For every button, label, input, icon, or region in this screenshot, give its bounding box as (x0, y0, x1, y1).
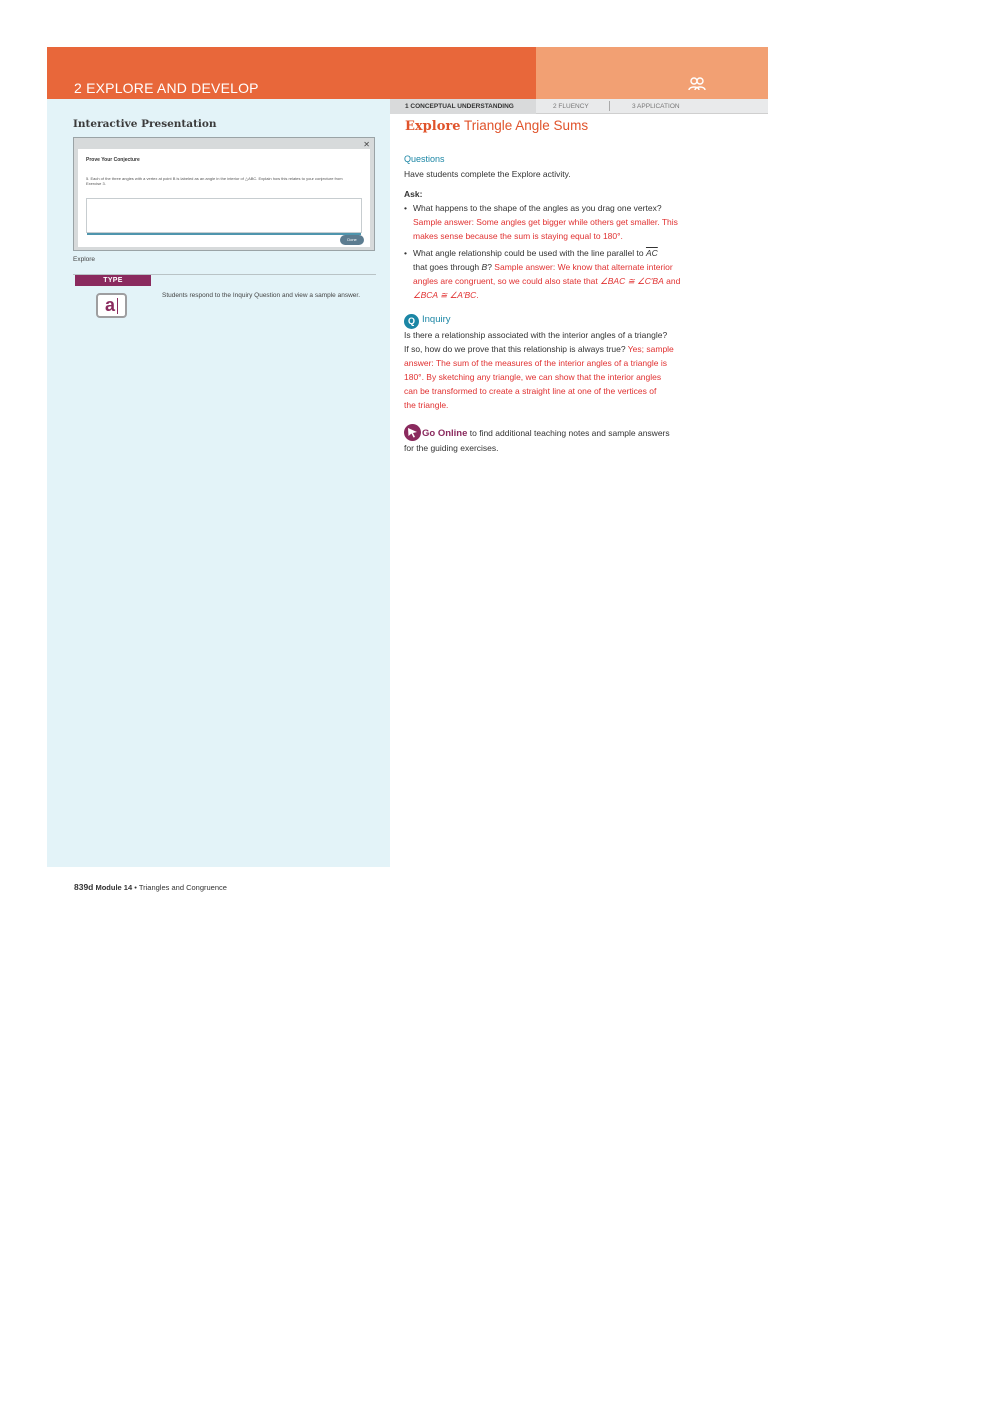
answer-2-end: . (476, 290, 479, 300)
tab-separator (609, 101, 610, 111)
type-label: TYPE (75, 275, 151, 286)
go-online-link[interactable]: Go Online (422, 428, 468, 439)
tab-fluency: 2 FLUENCY (553, 103, 589, 110)
tab-conceptual-understanding: 1 CONCEPTUAL UNDERSTANDING (405, 103, 514, 110)
screenshot-heading: Prove Your Conjecture (86, 157, 140, 163)
screenshot-done-button: Done (340, 235, 364, 245)
type-answer-icon (96, 293, 127, 318)
questions-text: Have students complete the Explore activity. (404, 169, 571, 179)
inquiry-answer-line2: Yes; sample (627, 344, 674, 354)
segment-ac: $\overline{AC}$ (645, 248, 658, 258)
question-1 (404, 201, 704, 243)
section-title: 2 EXPLORE AND DEVELOP (74, 80, 259, 96)
ask-label: Ask: (404, 189, 423, 199)
bullet-dot: • (404, 248, 407, 258)
inquiry-answer-line6: the triangle. (404, 400, 449, 410)
page-number: 839d (74, 882, 94, 892)
go-online-line1: to find additional teaching notes and sample answers (467, 428, 670, 438)
question-2-line2a: that goes through (413, 262, 482, 272)
answer-2-and: and (663, 276, 681, 286)
inquiry-question-line2: If so, how do we prove that this relationship is always true? (404, 344, 628, 354)
screenshot-caption: Explore (73, 256, 96, 263)
explore-screenshot (73, 137, 375, 251)
footer-separator: • (132, 883, 139, 892)
inquiry-icon: Q (404, 314, 419, 329)
go-online-line2: for the guiding exercises. (404, 443, 499, 453)
inquiry-answer-line4: 180°. By sketching any triangle, we can show that the interior angles (404, 372, 662, 382)
module-label: Module 14 (95, 883, 133, 892)
answer-2-eq2: ∠BCA ≅ ∠A′BC (413, 290, 477, 300)
screenshot-dialog (78, 149, 370, 247)
screenshot-prompt: 5. Each of the three angles with a vertex at point B is labeled as an angle in the interior of △ABC. Explain how this relates to your conjecture from Exercise 3. (86, 176, 343, 186)
screenshot-response-box (86, 198, 362, 233)
explore-word: Explore (405, 119, 461, 134)
bullet-dot: • (404, 203, 407, 213)
group-icon (688, 76, 706, 92)
type-description: Students respond to the Inquiry Question and view a sample answer. (162, 292, 361, 299)
answer-1-line2: makes sense because the sum is staying equal to 180°. (413, 231, 623, 241)
interactive-presentation-title: Interactive Presentation (73, 118, 217, 130)
inquiry-question-line1: Is there a relationship associated with the interior angles of a triangle? (404, 330, 668, 340)
section-banner-accent (536, 47, 768, 99)
go-online-text (404, 426, 724, 455)
point-b: B (481, 262, 488, 272)
question-2-line2b: ? (487, 262, 495, 272)
question-2-line1: What angle relationship could be used with the line parallel to (413, 248, 644, 258)
answer-2-line2: angles are congruent, so we could also state that (413, 276, 601, 286)
inquiry-answer-line3: answer: The sum of the measures of the interior angles of a triangle is (404, 358, 668, 368)
questions-heading: Questions (404, 154, 445, 164)
inquiry-answer-line5: can be transformed to create a straight line at one of the vertices of (404, 386, 657, 396)
explore-heading (405, 118, 588, 134)
question-1-text: What happens to the shape of the angles as you drag one vertex? (413, 203, 662, 213)
inquiry-text (404, 328, 724, 412)
question-2 (404, 246, 704, 302)
close-icon: ✕ (363, 140, 370, 149)
chapter-title: Triangles and Congruence (138, 883, 227, 892)
explore-title: Triangle Angle Sums (464, 118, 589, 133)
tab-application: 3 APPLICATION (632, 103, 680, 110)
page-footer (74, 882, 227, 892)
type-icon-letter: a (105, 295, 116, 315)
answer-2-eq1: ∠BAC ≅ ∠C′BA (600, 276, 664, 286)
inquiry-label: Inquiry (422, 314, 451, 325)
answer-1-line1: Sample answer: Some angles get bigger while others get smaller. This (413, 217, 678, 227)
answer-2-line1: Sample answer: We know that alternate interior (494, 262, 673, 272)
